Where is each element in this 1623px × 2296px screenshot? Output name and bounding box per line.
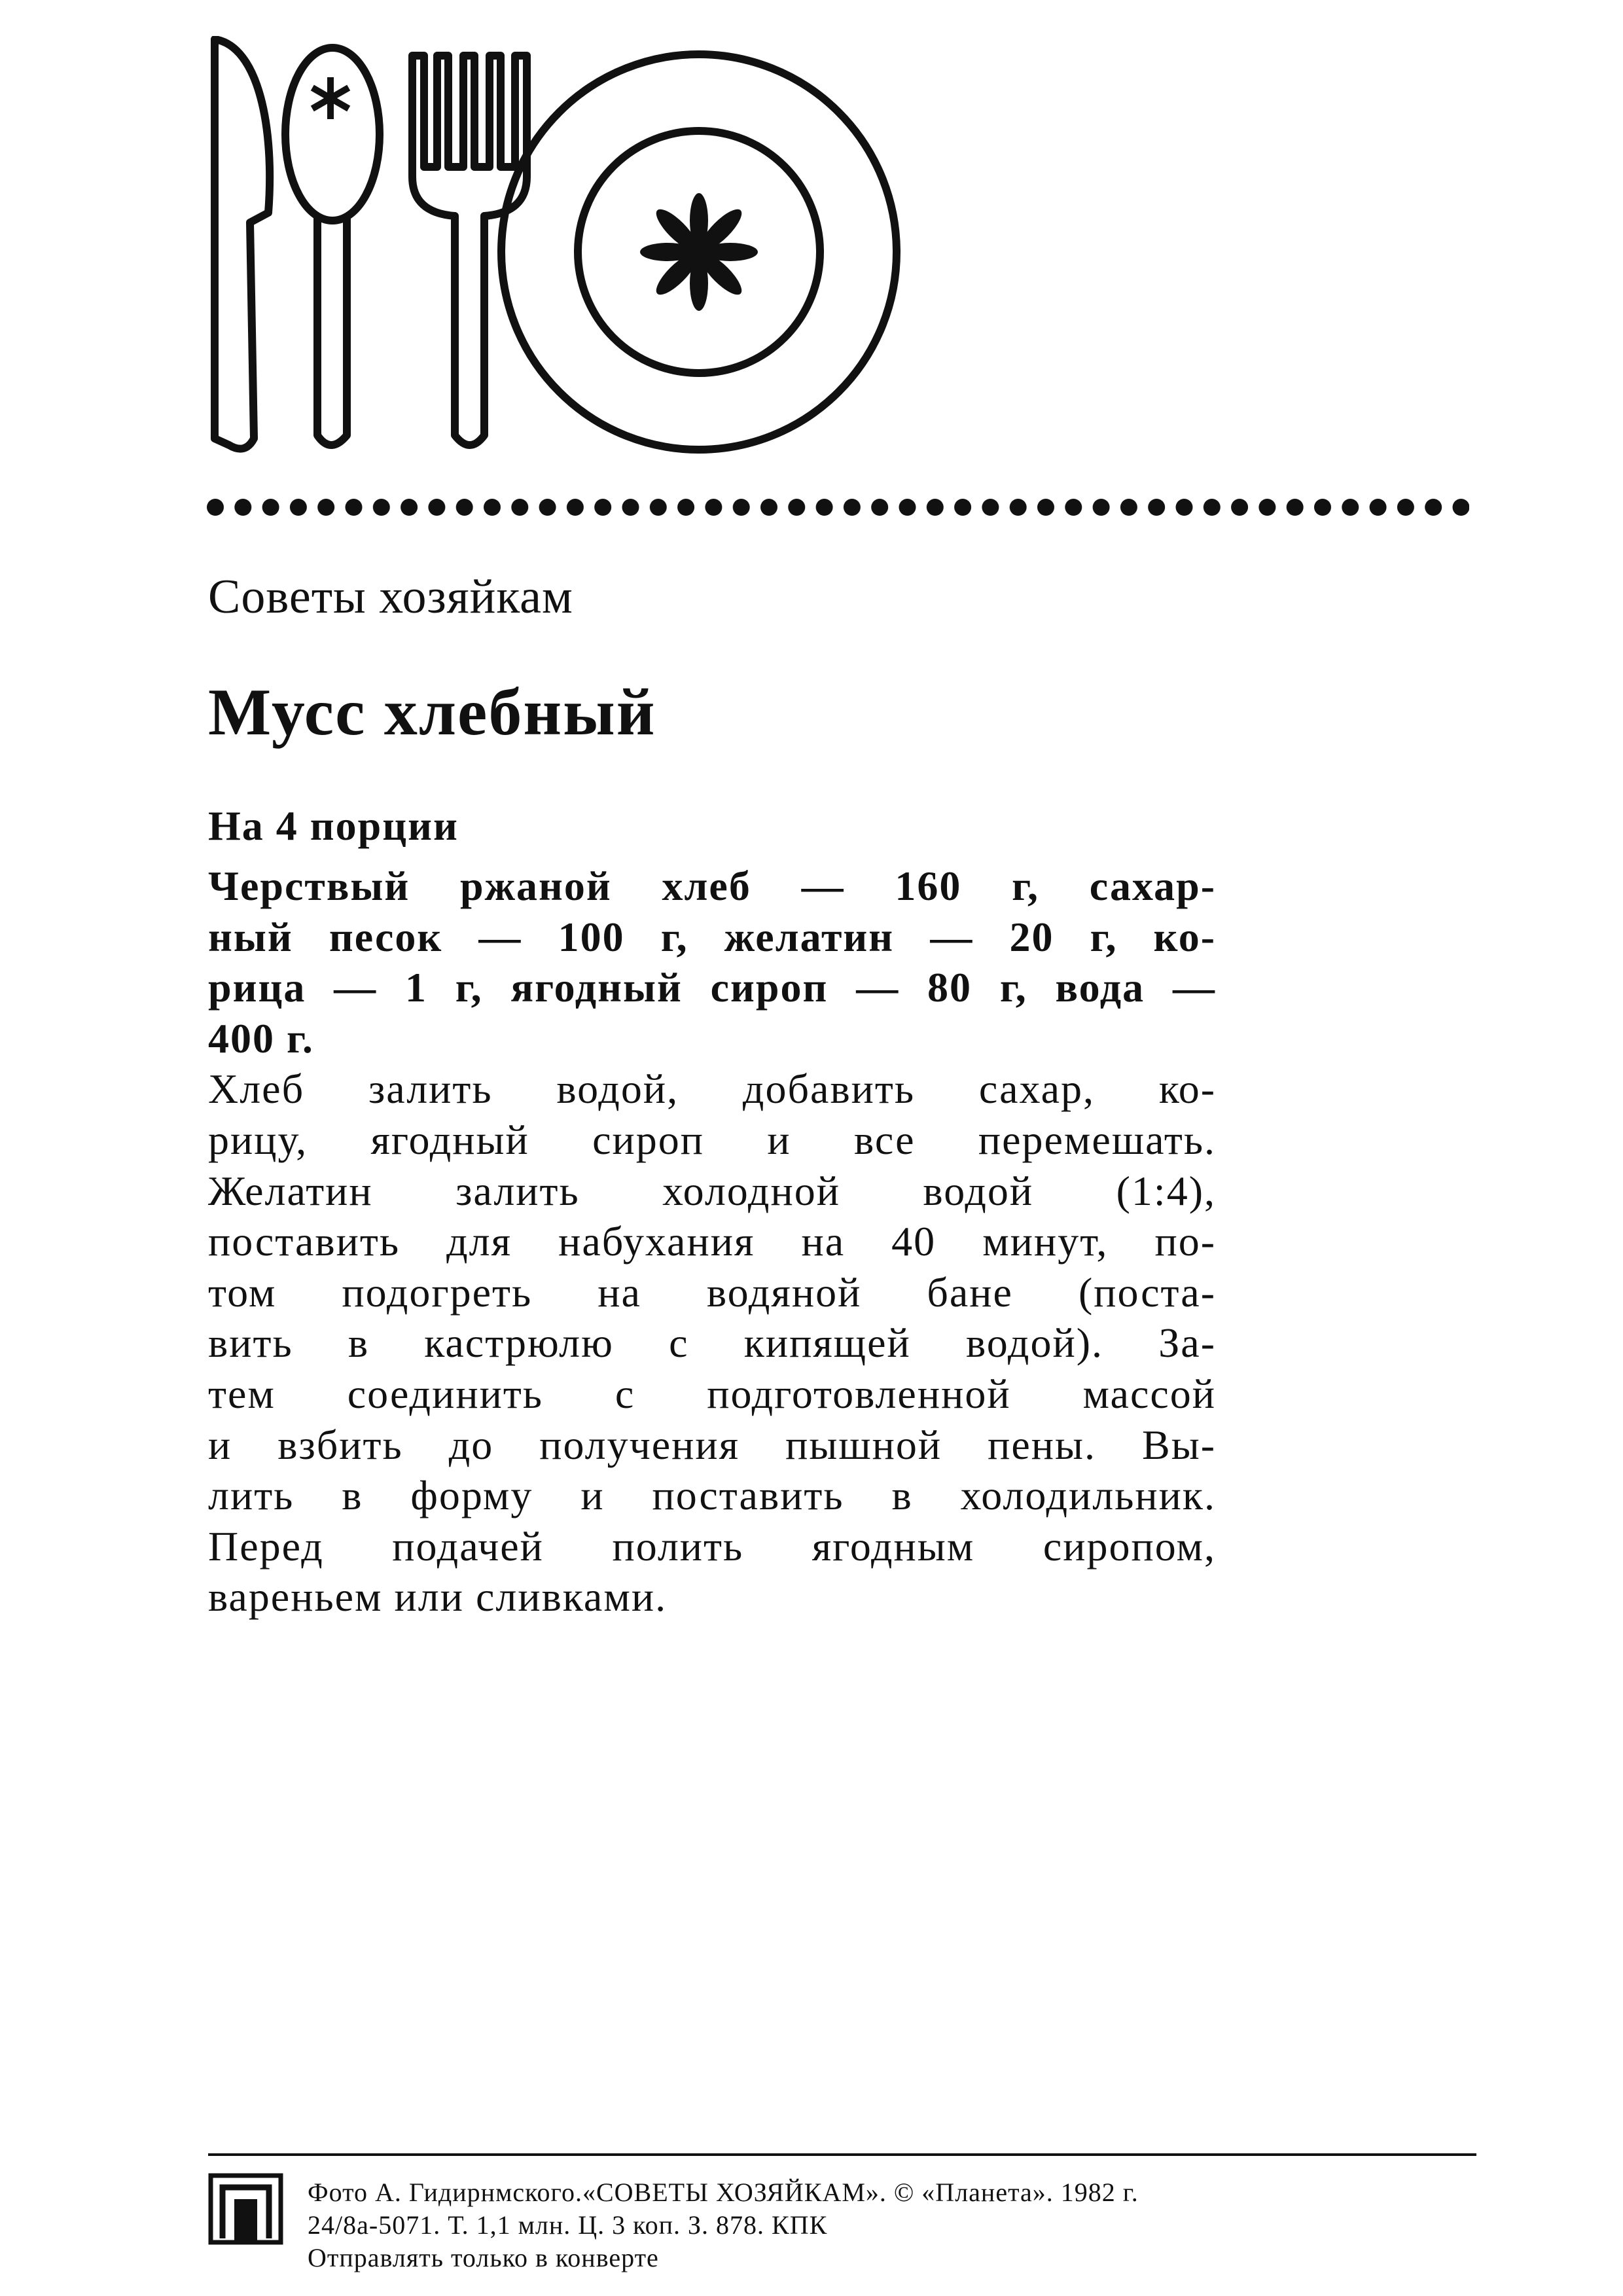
flower-icon (640, 193, 758, 311)
series-name: Советы хозяйкам (208, 570, 573, 624)
method-line: Перед подачей полить ягодным сиропом, (208, 1522, 1216, 1570)
servings-line: На 4 порции (208, 802, 459, 849)
imprint-line: 24/8а-5071. Т. 1,1 млн. Ц. 3 коп. З. 878. КПК (308, 2210, 828, 2240)
publisher-logo-icon (208, 2173, 283, 2245)
method-line: и взбить до получения пышной пены. Вы- (208, 1421, 1216, 1468)
ingredients-line: Черствый ржаной хлеб — 160 г, сахар- (208, 863, 1216, 909)
method-line: вить в кастрюлю с кипящей водой). За- (208, 1319, 1216, 1367)
method-line: лить в форму и поставить в холодильник. (208, 1472, 1216, 1519)
dotted-divider (206, 494, 1469, 520)
method-line: поставить для набухания на 40 минут, по- (208, 1218, 1216, 1265)
asterisk-icon (311, 77, 350, 119)
method-line: тем соединить с подготовленной массой (208, 1370, 1216, 1417)
ingredients-line: ный песок — 100 г, желатин — 20 г, ко- (208, 913, 1216, 960)
knife-icon (215, 39, 270, 449)
method-line: Хлеб залить водой, добавить сахар, ко- (208, 1066, 1216, 1113)
footer-divider (208, 2153, 1476, 2156)
method-line: Желатин залить холодной водой (1:4), (208, 1167, 1216, 1214)
imprint-line: Отправлять только в конверте (308, 2243, 659, 2272)
recipe-body (208, 861, 1216, 1623)
ingredients-line: 400 г. (208, 1014, 314, 1062)
method-line: вареньем или сливками. (208, 1573, 668, 1621)
cutlery-plate-logo (196, 36, 916, 468)
fork-icon (412, 56, 527, 445)
imprint-line: Фото А. Гидирнмского.«СОВЕТЫ ХОЗЯЙКАМ». © «Планета». 1982 г. (308, 2178, 1139, 2207)
method-line: рицу, ягодный сироп и все перемешать. (208, 1116, 1216, 1163)
recipe-title: Мусс хлебный (208, 675, 656, 749)
ingredients-line: рица — 1 г, ягодный сироп — 80 г, вода — (208, 964, 1216, 1011)
imprint (308, 2176, 1139, 2274)
method-line: том подогреть на водяной бане (поста- (208, 1268, 1216, 1316)
